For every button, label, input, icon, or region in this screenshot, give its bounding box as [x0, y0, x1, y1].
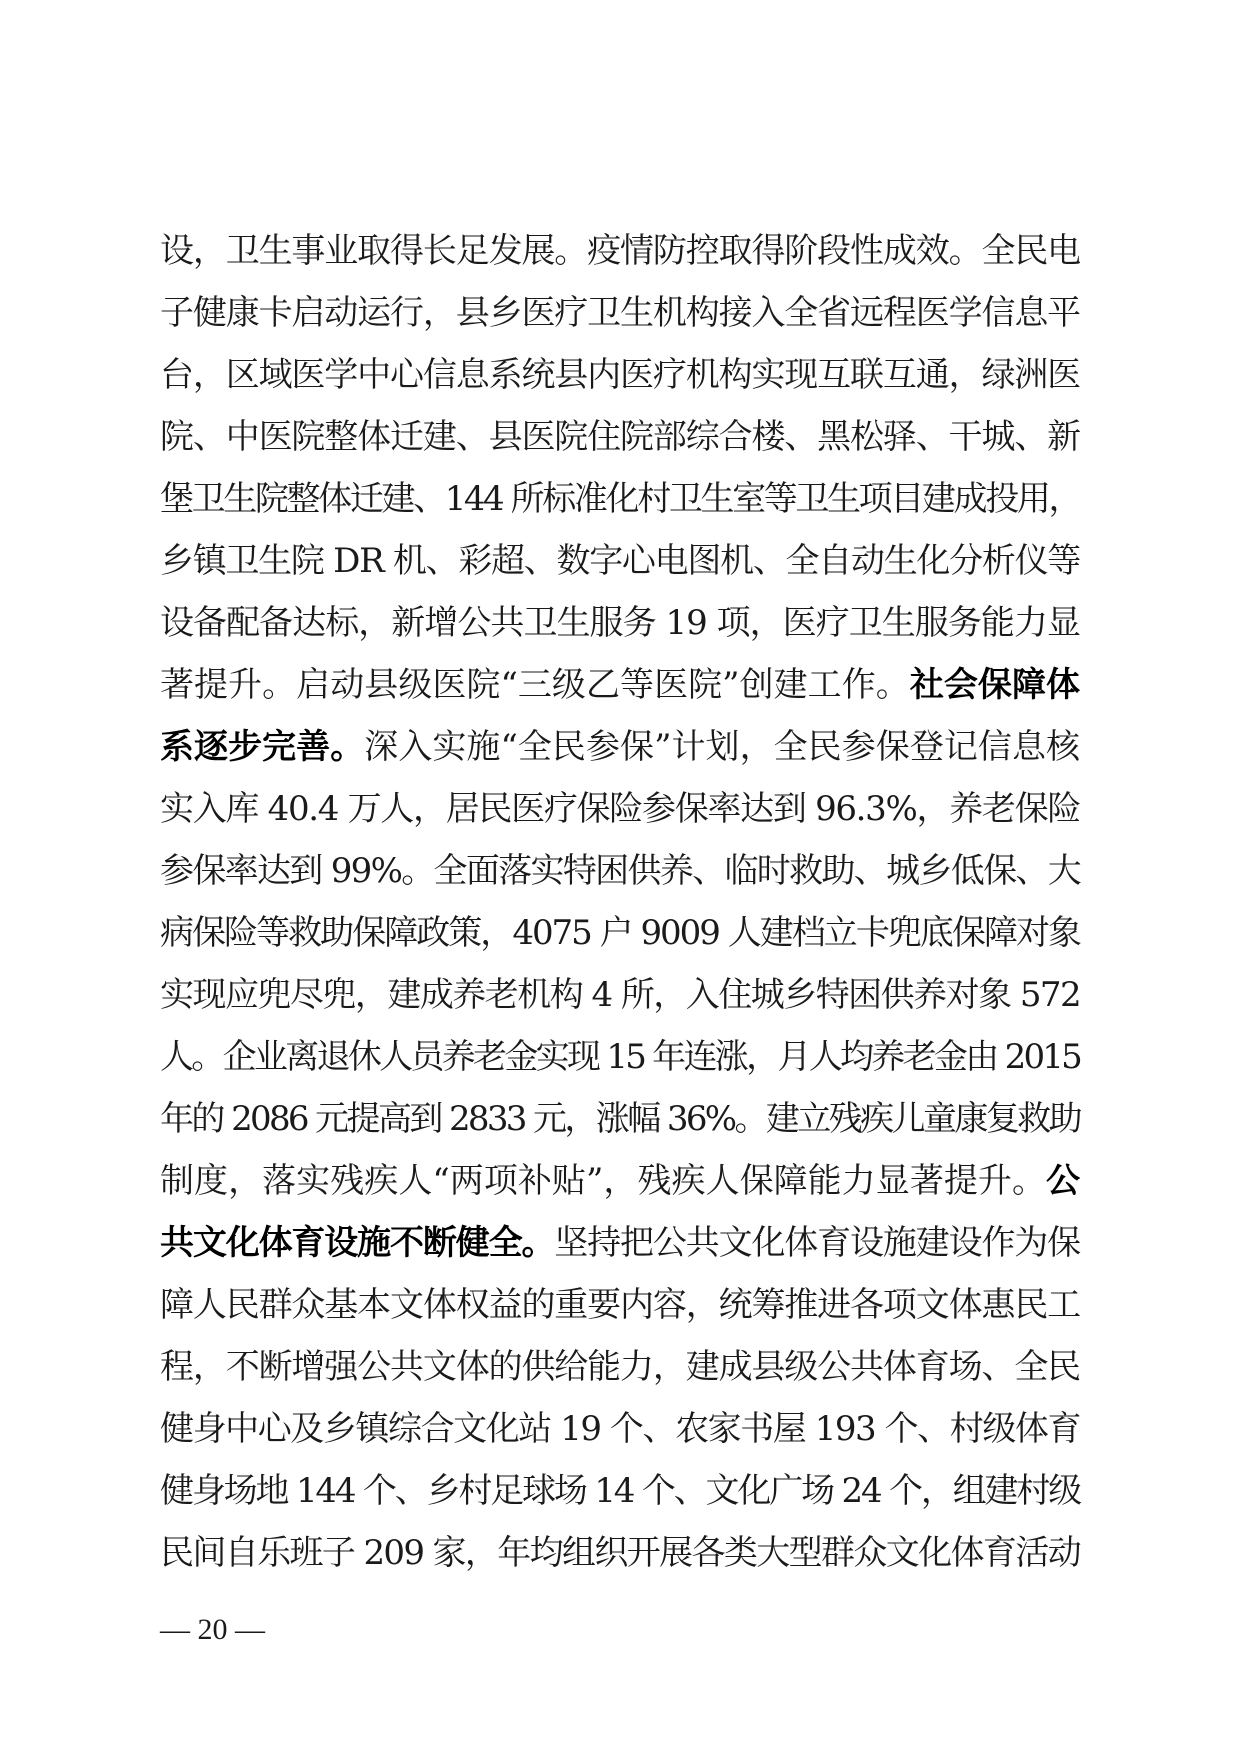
text-line — [160, 1150, 1080, 1212]
text-line — [160, 1026, 1080, 1088]
text-line — [160, 902, 1080, 964]
body-text-segment: 台，区域医学中心信息系统县内医疗机构实现互联互通，绿洲医 — [160, 355, 1080, 395]
body-text-segment: 深入实施“全民参保”计划，全民参保登记信息核 — [364, 727, 1081, 767]
text-line — [160, 1212, 1080, 1274]
bold-heading-text: 系逐步完善。 — [160, 727, 365, 767]
text-line — [160, 406, 1080, 468]
text-line — [160, 778, 1080, 840]
text-line — [160, 220, 1080, 282]
body-text-segment: 堡卫生院整体迁建、144 所标准化村卫生室等卫生项目建成投用， — [160, 479, 1080, 519]
body-text-segment: 设，卫生事业取得长足发展。疫情防控取得阶段性成效。全民电 — [160, 231, 1080, 271]
body-text-segment: 实现应兜尽兜，建成养老机构 4 所，入住城乡特困供养对象 572 — [160, 975, 1080, 1015]
body-text-segment: 健身中心及乡镇综合文化站 19 个、农家书屋 193 个、村级体育 — [160, 1409, 1080, 1449]
text-line — [160, 964, 1080, 1026]
body-text-segment: 民间自乐班子 209 家，年均组织开展各类大型群众文化体育活动 — [160, 1533, 1080, 1573]
text-line — [160, 716, 1080, 778]
body-text-segment: 实入库 40.4 万人，居民医疗保险参保率达到 96.3%，养老保险 — [160, 789, 1080, 829]
body-text-segment: 院、中医院整体迁建、县医院住院部综合楼、黑松驿、干城、新 — [160, 417, 1080, 457]
body-text-segment: 障人民群众基本文体权益的重要内容，统筹推进各项文体惠民工 — [160, 1285, 1080, 1325]
text-line — [160, 1088, 1080, 1150]
bold-heading-text: 社会保障体 — [909, 665, 1081, 705]
text-line — [160, 1460, 1080, 1522]
text-line — [160, 654, 1080, 716]
page-number: — 20 — — [160, 1613, 265, 1646]
body-text-segment: 年的 2086 元提高到 2833 元，涨幅 36%。建立残疾儿童康复救助 — [160, 1099, 1080, 1139]
text-line — [160, 1274, 1080, 1336]
text-line — [160, 282, 1080, 344]
body-text-segment: 参保率达到 99%。全面落实特困供养、临时救助、城乡低保、大 — [160, 851, 1080, 891]
text-line — [160, 1398, 1080, 1460]
body-text-segment: 病保险等救助保障政策，4075 户 9009 人建档立卡兜底保障对象 — [160, 913, 1080, 953]
body-text-segment: 坚持把公共文化体育设施建设作为保 — [554, 1223, 1080, 1263]
body-text-segment: 乡镇卫生院 DR 机、彩超、数字心电图机、全自动生化分析仪等 — [160, 541, 1080, 581]
text-line — [160, 592, 1080, 654]
text-line — [160, 1522, 1080, 1584]
text-line — [160, 530, 1080, 592]
body-text-segment: 制度，落实残疾人“两项补贴”，残疾人保障能力显著提升。 — [160, 1161, 1046, 1201]
body-text-segment: 健身场地 144 个、乡村足球场 14 个、文化广场 24 个，组建村级 — [160, 1471, 1080, 1511]
bold-heading-text: 公 — [1046, 1161, 1080, 1201]
text-line — [160, 468, 1080, 530]
text-line — [160, 840, 1080, 902]
body-text-segment: 程，不断增强公共文体的供给能力，建成县级公共体育场、全民 — [160, 1347, 1080, 1387]
text-line — [160, 1336, 1080, 1398]
body-text-segment: 子健康卡启动运行，县乡医疗卫生机构接入全省远程医学信息平 — [160, 293, 1080, 333]
text-line — [160, 344, 1080, 406]
body-text-segment: 人。企业离退休人员养老金实现 15 年连涨，月人均养老金由 2015 — [160, 1037, 1080, 1077]
body-text-segment: 设备配备达标，新增公共卫生服务 19 项，医疗卫生服务能力显 — [160, 603, 1080, 643]
bold-heading-text: 共文化体育设施不断健全。 — [160, 1223, 555, 1263]
body-text-segment: 著提升。启动县级医院“三级乙等医院”创建工作。 — [160, 665, 910, 705]
body-text — [160, 220, 1080, 1584]
